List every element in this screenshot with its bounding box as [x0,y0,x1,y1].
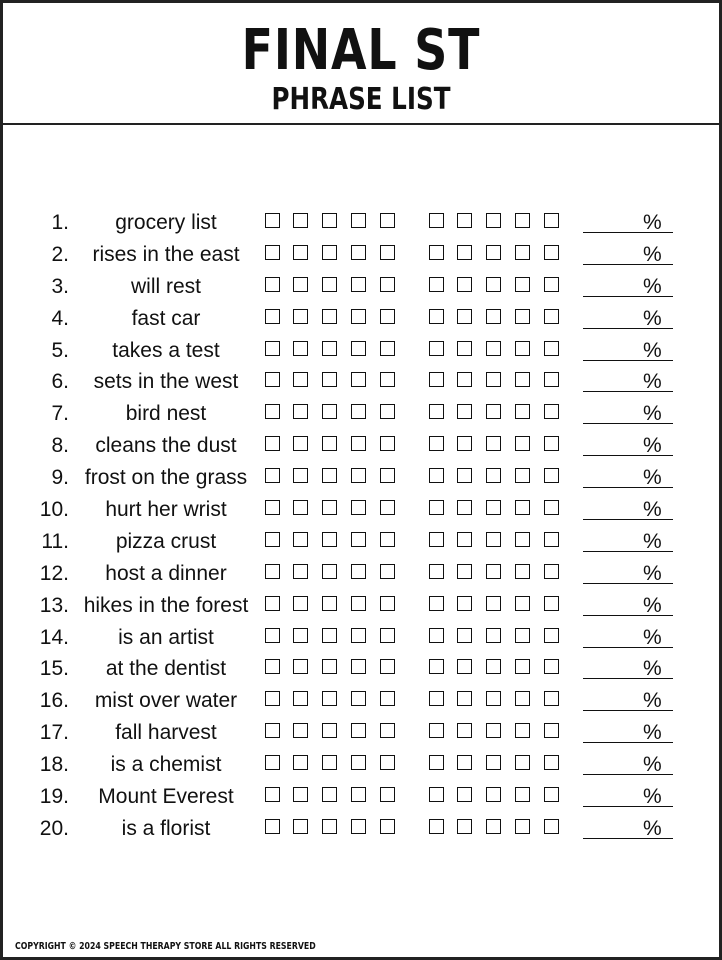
trial-checkbox[interactable] [457,532,472,547]
trial-checkbox[interactable] [457,372,472,387]
trial-checkbox[interactable] [544,819,559,834]
trial-checkbox[interactable] [544,659,559,674]
trial-checkbox[interactable] [322,436,337,451]
trial-checkbox[interactable] [293,245,308,260]
trial-checkbox[interactable] [486,468,501,483]
trial-checkbox[interactable] [351,277,366,292]
copyright-notice: COPYRIGHT © 2024 SPEECH THERAPY STORE ALL RIGHTS RESERVED [15,941,316,952]
trial-checkbox[interactable] [544,245,559,260]
trial-checkbox[interactable] [351,691,366,706]
trial-checkbox[interactable] [429,596,444,611]
trial-checkbox[interactable] [457,245,472,260]
trial-checkbox[interactable] [515,755,530,770]
trial-checkbox[interactable] [486,213,501,228]
phrase-number: 15. [39,657,69,681]
trial-checkbox[interactable] [293,277,308,292]
phrase-row [3,526,719,558]
trial-checkbox[interactable] [429,245,444,260]
trial-checkbox[interactable] [293,755,308,770]
trial-checkbox[interactable] [265,277,280,292]
trial-checkbox[interactable] [265,564,280,579]
trial-checkbox[interactable] [486,659,501,674]
trial-checkbox[interactable] [265,372,280,387]
phrase-text: at the dentist [105,657,227,681]
phrase-row [3,335,719,367]
trial-checkbox[interactable] [380,723,395,738]
trial-checkbox[interactable] [351,564,366,579]
trial-checkbox[interactable] [293,787,308,802]
trial-checkbox[interactable] [429,723,444,738]
trial-checkbox[interactable] [515,277,530,292]
trial-checkbox[interactable] [515,787,530,802]
phrase-text: frost on the grass [84,466,248,490]
trial-checkbox[interactable] [380,787,395,802]
percent-symbol: % [643,593,662,617]
trial-checkbox[interactable] [351,755,366,770]
trial-checkbox[interactable] [457,819,472,834]
trial-checkbox[interactable] [322,628,337,643]
trial-checkbox[interactable] [429,372,444,387]
trial-checkbox[interactable] [544,564,559,579]
phrase-row [3,653,719,685]
trial-checkbox[interactable] [429,628,444,643]
phrase-text: host a dinner [105,561,227,585]
trial-checkbox[interactable] [515,691,530,706]
trial-checkbox[interactable] [265,819,280,834]
trial-checkbox[interactable] [380,372,395,387]
trial-checkbox[interactable] [351,404,366,419]
trial-checkbox[interactable] [380,213,395,228]
trial-checkbox[interactable] [380,468,395,483]
phrase-row [3,685,719,717]
trial-checkbox[interactable] [380,309,395,324]
trial-checkbox[interactable] [265,659,280,674]
trial-checkbox[interactable] [515,309,530,324]
trial-checkbox[interactable] [544,404,559,419]
trial-checkbox[interactable] [515,341,530,356]
percent-symbol: % [643,338,662,362]
trial-checkbox[interactable] [293,436,308,451]
trial-checkbox[interactable] [515,213,530,228]
page-header [3,3,719,125]
trial-checkbox[interactable] [293,564,308,579]
trial-checkbox[interactable] [265,468,280,483]
trial-checkbox[interactable] [457,436,472,451]
trial-checkbox[interactable] [380,819,395,834]
phrase-number: 5. [51,338,69,362]
trial-checkbox[interactable] [322,277,337,292]
trial-checkbox[interactable] [457,500,472,515]
trial-checkbox[interactable] [486,309,501,324]
trial-checkbox[interactable] [486,532,501,547]
phrase-number: 17. [39,721,69,745]
trial-checkbox[interactable] [429,468,444,483]
trial-checkbox[interactable] [486,787,501,802]
phrase-text: takes a test [112,338,220,362]
trial-checkbox[interactable] [265,755,280,770]
phrase-number: 3. [51,274,69,298]
trial-checkbox[interactable] [544,596,559,611]
trial-checkbox[interactable] [486,819,501,834]
phrase-text: fall harvest [115,721,217,745]
trial-checkbox[interactable] [429,755,444,770]
trial-checkbox[interactable] [322,245,337,260]
trial-checkbox[interactable] [486,628,501,643]
percent-symbol: % [643,402,662,426]
trial-checkbox[interactable] [293,628,308,643]
phrase-list [3,207,719,845]
trial-checkbox[interactable] [380,341,395,356]
trial-checkbox[interactable] [515,659,530,674]
trial-checkbox[interactable] [293,468,308,483]
trial-checkbox[interactable] [265,500,280,515]
phrase-text: will rest [130,274,201,298]
trial-checkbox[interactable] [293,213,308,228]
trial-checkbox[interactable] [265,532,280,547]
trial-checkbox[interactable] [380,628,395,643]
trial-checkbox[interactable] [486,245,501,260]
trial-checkbox[interactable] [351,532,366,547]
trial-checkbox[interactable] [429,277,444,292]
trial-checkbox[interactable] [515,532,530,547]
trial-checkbox[interactable] [486,723,501,738]
trial-checkbox[interactable] [486,596,501,611]
trial-checkbox[interactable] [351,819,366,834]
trial-checkbox[interactable] [544,691,559,706]
phrase-text: hikes in the forest [83,593,249,617]
trial-checkbox[interactable] [429,309,444,324]
trial-checkbox[interactable] [515,372,530,387]
phrase-row [3,781,719,813]
trial-checkbox[interactable] [351,787,366,802]
percent-symbol: % [643,657,662,681]
trial-checkbox[interactable] [380,532,395,547]
trial-checkbox[interactable] [544,532,559,547]
trial-checkbox[interactable] [293,372,308,387]
percent-symbol: % [643,561,662,585]
trial-checkbox[interactable] [544,787,559,802]
trial-checkbox[interactable] [265,723,280,738]
trial-checkbox[interactable] [293,659,308,674]
trial-checkbox[interactable] [429,213,444,228]
trial-checkbox[interactable] [544,372,559,387]
trial-checkbox[interactable] [351,596,366,611]
trial-checkbox[interactable] [380,404,395,419]
trial-checkbox[interactable] [265,309,280,324]
trial-checkbox[interactable] [380,564,395,579]
trial-checkbox[interactable] [457,755,472,770]
phrase-row [3,494,719,526]
percent-symbol: % [643,785,662,809]
trial-checkbox[interactable] [486,691,501,706]
trial-checkbox[interactable] [544,500,559,515]
trial-checkbox[interactable] [544,468,559,483]
percent-symbol: % [643,211,662,234]
trial-checkbox[interactable] [515,500,530,515]
trial-checkbox[interactable] [544,309,559,324]
phrase-row [3,590,719,622]
percent-symbol: % [643,306,662,330]
phrase-text: Mount Everest [98,785,234,809]
phrase-row [3,366,719,398]
trial-checkbox[interactable] [322,659,337,674]
trial-checkbox[interactable] [457,628,472,643]
percent-symbol: % [643,370,662,394]
trial-checkbox[interactable] [429,691,444,706]
trial-checkbox[interactable] [544,436,559,451]
trial-checkbox[interactable] [515,404,530,419]
trial-checkbox[interactable] [544,277,559,292]
trial-checkbox[interactable] [457,277,472,292]
trial-checkbox[interactable] [351,309,366,324]
phrase-number: 18. [39,753,69,777]
phrase-text: mist over water [94,689,238,713]
trial-checkbox[interactable] [322,596,337,611]
trial-checkbox[interactable] [457,213,472,228]
trial-checkbox[interactable] [322,787,337,802]
phrase-number: 1. [51,211,69,234]
phrase-text: is a florist [121,816,211,840]
trial-checkbox[interactable] [515,628,530,643]
percent-symbol: % [643,274,662,298]
trial-checkbox[interactable] [486,277,501,292]
trial-checkbox[interactable] [457,596,472,611]
trial-checkbox[interactable] [457,691,472,706]
trial-checkbox[interactable] [351,468,366,483]
phrase-row [3,462,719,494]
trial-checkbox[interactable] [486,372,501,387]
trial-checkbox[interactable] [380,659,395,674]
phrase-row [3,303,719,335]
trial-checkbox[interactable] [515,564,530,579]
trial-checkbox[interactable] [322,213,337,228]
page-subtitle: PHRASE LIST [271,82,451,117]
percent-symbol: % [643,466,662,490]
trial-checkbox[interactable] [293,596,308,611]
trial-checkbox[interactable] [351,436,366,451]
phrase-row [3,813,719,845]
trial-checkbox[interactable] [380,691,395,706]
trial-checkbox[interactable] [293,309,308,324]
trial-checkbox[interactable] [544,213,559,228]
trial-checkbox[interactable] [457,341,472,356]
percent-symbol: % [643,816,662,840]
trial-checkbox[interactable] [515,819,530,834]
phrase-row [3,749,719,781]
phrase-number: 10. [39,498,69,522]
phrase-number: 12. [39,561,69,585]
percent-symbol: % [643,689,662,713]
percent-symbol: % [643,721,662,745]
trial-checkbox[interactable] [544,755,559,770]
trial-checkbox[interactable] [544,628,559,643]
phrase-number: 4. [51,306,69,330]
trial-checkbox[interactable] [457,659,472,674]
trial-checkbox[interactable] [380,245,395,260]
trial-checkbox[interactable] [429,659,444,674]
trial-checkbox[interactable] [265,596,280,611]
trial-checkbox[interactable] [351,213,366,228]
trial-checkbox[interactable] [380,277,395,292]
trial-checkbox[interactable] [351,245,366,260]
trial-checkbox[interactable] [544,723,559,738]
trial-checkbox[interactable] [515,245,530,260]
phrase-row [3,239,719,271]
trial-checkbox[interactable] [457,468,472,483]
phrase-row [3,398,719,430]
phrase-number: 19. [39,785,69,809]
percent-symbol: % [643,753,662,777]
phrase-number: 6. [51,370,69,394]
percent-symbol: % [643,434,662,458]
trial-checkbox[interactable] [515,468,530,483]
phrase-text: pizza crust [115,529,217,553]
phrase-text: fast car [131,306,201,330]
trial-checkbox[interactable] [265,787,280,802]
trial-checkbox[interactable] [486,755,501,770]
phrase-row [3,558,719,590]
trial-checkbox[interactable] [457,723,472,738]
phrase-text: grocery list [115,211,217,234]
trial-checkbox[interactable] [322,372,337,387]
trial-checkbox[interactable] [351,628,366,643]
trial-checkbox[interactable] [322,532,337,547]
trial-checkbox[interactable] [515,436,530,451]
trial-checkbox[interactable] [351,659,366,674]
percent-symbol: % [643,625,662,649]
trial-checkbox[interactable] [322,500,337,515]
phrase-row [3,622,719,654]
trial-checkbox[interactable] [457,404,472,419]
trial-checkbox[interactable] [486,341,501,356]
percent-symbol: % [643,242,662,266]
trial-checkbox[interactable] [265,436,280,451]
trial-checkbox[interactable] [486,404,501,419]
phrase-text: sets in the west [93,370,239,394]
phrase-text: is a chemist [110,753,222,777]
trial-checkbox[interactable] [265,628,280,643]
trial-checkbox[interactable] [322,819,337,834]
page-title: FINAL ST [241,18,481,83]
trial-checkbox[interactable] [457,309,472,324]
trial-checkbox[interactable] [429,532,444,547]
trial-checkbox[interactable] [429,819,444,834]
trial-checkbox[interactable] [380,755,395,770]
phrase-row [3,207,719,239]
phrase-number: 7. [51,402,69,426]
phrase-row [3,717,719,749]
phrase-text: is an artist [118,625,214,649]
trial-checkbox[interactable] [486,500,501,515]
phrase-number: 8. [51,434,69,458]
phrase-text: rises in the east [92,242,240,266]
phrase-number: 20. [39,816,69,840]
trial-checkbox[interactable] [293,532,308,547]
phrase-text: hurt her wrist [105,498,227,522]
trial-checkbox[interactable] [265,404,280,419]
trial-checkbox[interactable] [486,564,501,579]
trial-checkbox[interactable] [351,372,366,387]
trial-checkbox[interactable] [515,596,530,611]
trial-checkbox[interactable] [429,500,444,515]
trial-checkbox[interactable] [380,500,395,515]
trial-checkbox[interactable] [293,404,308,419]
trial-checkbox[interactable] [429,564,444,579]
phrase-number: 2. [51,242,69,266]
phrase-number: 14. [39,625,69,649]
trial-checkbox[interactable] [293,500,308,515]
trial-checkbox[interactable] [322,723,337,738]
trial-checkbox[interactable] [322,404,337,419]
trial-checkbox[interactable] [351,500,366,515]
trial-checkbox[interactable] [380,596,395,611]
trial-checkbox[interactable] [293,819,308,834]
phrase-row [3,271,719,303]
trial-checkbox[interactable] [351,723,366,738]
phrase-number: 11. [41,529,69,553]
trial-checkbox[interactable] [380,436,395,451]
trial-checkbox[interactable] [322,691,337,706]
trial-checkbox[interactable] [293,341,308,356]
trial-checkbox[interactable] [322,309,337,324]
trial-checkbox[interactable] [351,341,366,356]
trial-checkbox[interactable] [515,723,530,738]
trial-checkbox[interactable] [265,213,280,228]
trial-checkbox[interactable] [457,564,472,579]
trial-checkbox[interactable] [429,404,444,419]
phrase-number: 16. [39,689,69,713]
trial-checkbox[interactable] [429,787,444,802]
percent-symbol: % [643,529,662,553]
trial-checkbox[interactable] [486,436,501,451]
trial-checkbox[interactable] [457,787,472,802]
trial-checkbox[interactable] [293,723,308,738]
phrase-number: 9. [51,466,69,490]
phrase-text: cleans the dust [95,434,237,458]
phrase-row [3,430,719,462]
trial-checkbox[interactable] [293,691,308,706]
trial-checkbox[interactable] [322,341,337,356]
percent-symbol: % [643,498,662,522]
trial-checkbox[interactable] [429,341,444,356]
trial-checkbox[interactable] [322,468,337,483]
phrase-text: bird nest [125,402,207,426]
phrase-number: 13. [39,593,69,617]
trial-checkbox[interactable] [265,341,280,356]
trial-checkbox[interactable] [322,755,337,770]
trial-checkbox[interactable] [265,691,280,706]
trial-checkbox[interactable] [322,564,337,579]
trial-checkbox[interactable] [265,245,280,260]
trial-checkbox[interactable] [544,341,559,356]
trial-checkbox[interactable] [429,436,444,451]
